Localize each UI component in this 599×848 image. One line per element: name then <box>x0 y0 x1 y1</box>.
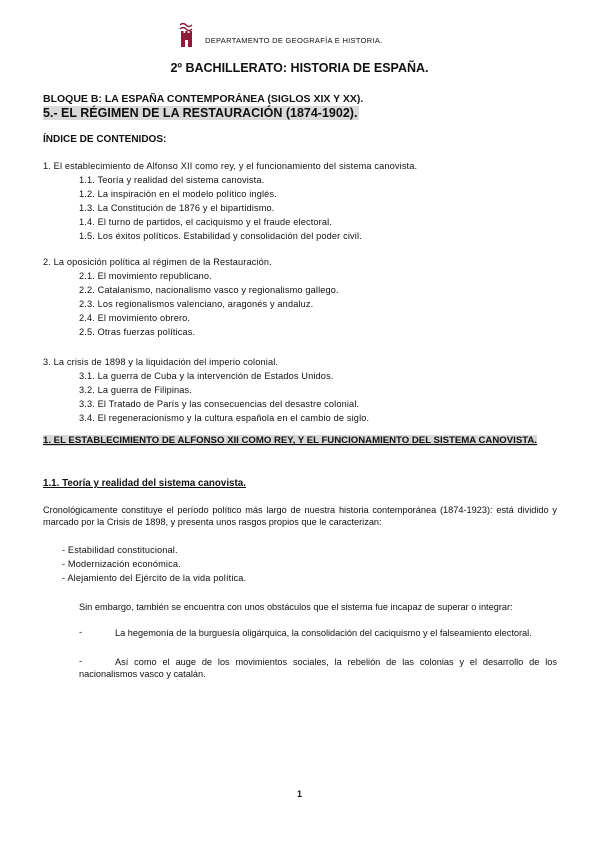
page-title: 2º BACHILLERATO: HISTORIA DE ESPAÑA. <box>170 61 429 75</box>
index-section-3: 3. La crisis de 1898 y la liquidación del imperio colonial. <box>43 357 279 367</box>
index-section-2: 2. La oposición política al régimen de la Restauración. <box>43 257 272 267</box>
dash-marker: - <box>79 656 83 666</box>
index-item: 3.4. El regeneracionismo y la cultura española en el cambio de siglo. <box>79 413 370 423</box>
index-item: 3.2. La guerra de Filipinas. <box>79 385 192 395</box>
department-logo-icon <box>178 22 196 48</box>
dash-list-item: Así como el auge de los movimientos sociales, la rebelión de las colonias y el desarrollo de los nacionalismos vasco y catalán. <box>79 657 557 680</box>
department-name: DEPARTAMENTO DE GEOGRAFÍA E HISTORIA. <box>205 36 383 45</box>
index-item: 1.1. Teoría y realidad del sistema canovista. <box>79 175 265 185</box>
paragraph-intro: Cronológicamente constituye el período político más largo de nuestra historia contemporánea (1874-1923): está dividido y marcado por la Crisis de 1898, y presenta unos rasgos propios que le caracterizan: <box>43 505 557 528</box>
index-item: 1.3. La Constitución de 1876 y el bipartidismo. <box>79 203 275 213</box>
paragraph-obstacles: Sin embargo, también se encuentra con unos obstáculos que el sistema fue incapaz de superar o integrar: <box>79 602 513 612</box>
list-item: - Modernización económica. <box>62 559 181 569</box>
dash-list-item: La hegemonía de la burguesía oligárquica, la consolidación del caciquismo y el falseamiento electoral. <box>115 628 532 638</box>
index-item: 2.2. Catalanismo, nacionalismo vasco y regionalismo gallego. <box>79 285 339 295</box>
index-item: 1.2. La inspiración en el modelo político inglés. <box>79 189 277 199</box>
list-item: - Estabilidad constitucional. <box>62 545 178 555</box>
tema-heading: 5.- EL RÉGIMEN DE LA RESTAURACIÓN (1874-1902). <box>43 106 358 120</box>
subsection-1-1-heading: 1.1. Teoría y realidad del sistema canovista. <box>43 478 246 489</box>
list-item: - Alejamiento del Ejército de la vida política. <box>62 573 247 583</box>
index-title: ÍNDICE DE CONTENIDOS: <box>43 134 167 145</box>
dash-marker: - <box>79 627 83 637</box>
page-number: 1 <box>296 789 302 799</box>
index-section-1: 1. El establecimiento de Alfonso XII como rey, y el funcionamiento del sistema canovista. <box>43 161 418 171</box>
index-item: 2.5. Otras fuerzas políticas. <box>79 327 196 337</box>
index-item: 2.4. El movimiento obrero. <box>79 313 191 323</box>
bloque-heading: BLOQUE B: LA ESPAÑA CONTEMPORÁNEA (SIGLOS XIX Y XX). <box>43 93 364 105</box>
section-1-heading <box>43 434 557 447</box>
section-1-heading-text: 1. EL ESTABLECIMIENTO DE ALFONSO XII COMO REY, Y EL FUNCIONAMIENTO DEL SISTEMA CANOVISTA. <box>43 435 537 446</box>
index-item: 1.4. El turno de partidos, el caciquismo y el fraude electoral. <box>79 217 333 227</box>
index-item: 2.1. El movimiento republicano. <box>79 271 212 281</box>
index-item: 3.1. La guerra de Cuba y la intervención de Estados Unidos. <box>79 371 334 381</box>
index-item: 2.3. Los regionalismos valenciano, aragonés y andaluz. <box>79 299 314 309</box>
index-item: 1.5. Los éxitos políticos. Estabilidad y consolidación del poder civil. <box>79 231 362 241</box>
index-item: 3.3. El Tratado de París y las consecuencias del desastre colonial. <box>79 399 360 409</box>
